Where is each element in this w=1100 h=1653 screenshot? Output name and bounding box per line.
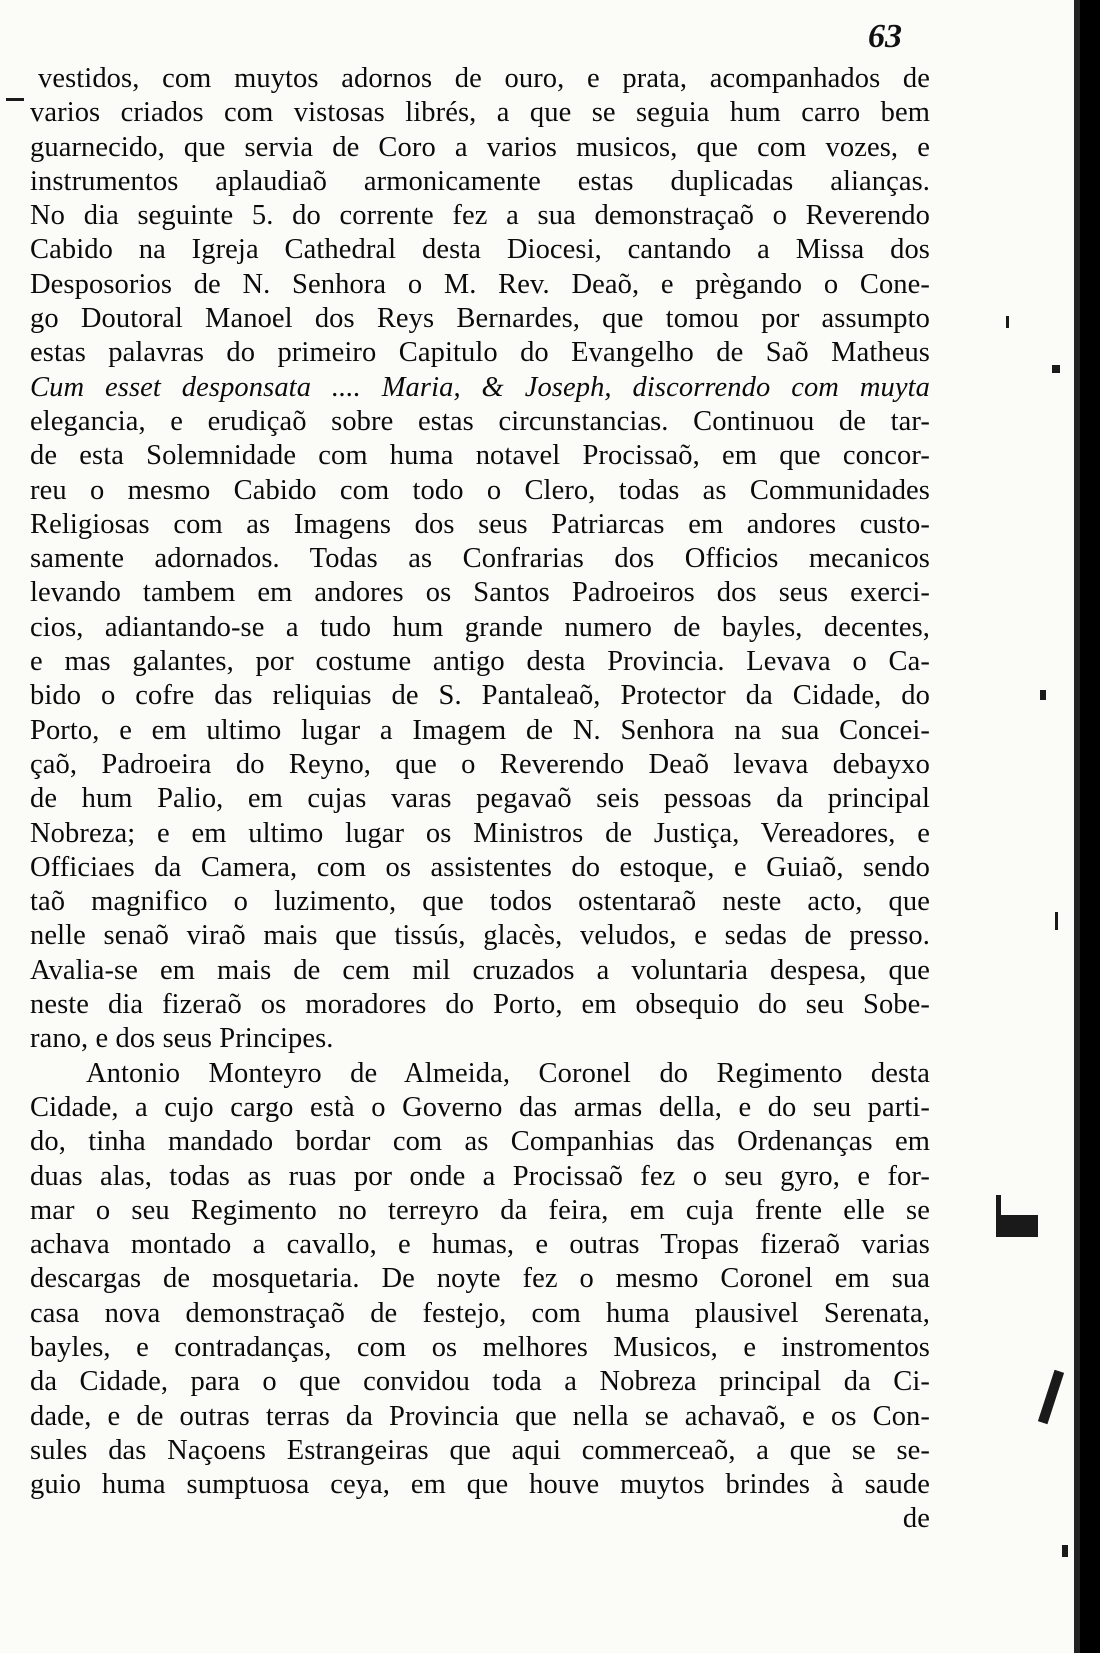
margin-mark bbox=[996, 1215, 1038, 1237]
text-line: guarnecido, que servia de Coro a varios musicos, que com vozes, e bbox=[30, 131, 930, 163]
margin-mark bbox=[6, 98, 24, 101]
text-line: taõ magnifico o luzimento, que todos ostentaraõ neste acto, que bbox=[30, 886, 930, 918]
margin-mark bbox=[1055, 912, 1058, 930]
text-line: achava montado a cavallo, e humas, e outras Tropas fizeraõ varias bbox=[30, 1229, 930, 1261]
text-line: dade, e de outras terras da Provincia que nella se achavaõ, e os Con- bbox=[30, 1400, 930, 1432]
text-line: duas alas, todas as ruas por onde a Procissaõ fez o seu gyro, e for- bbox=[30, 1160, 930, 1192]
text-line: neste dia fizeraõ os moradores do Porto, em obsequio do seu Sobe- bbox=[30, 989, 930, 1021]
text-line: sules das Naçoens Estrangeiras que aqui commerceaõ, a que se se- bbox=[30, 1434, 930, 1466]
text-line: samente adornados. Todas as Confrarias dos Officios mecanicos bbox=[30, 543, 930, 575]
text-line: instrumentos aplaudiaõ armonicamente estas duplicadas alianças. bbox=[30, 165, 930, 197]
text-line: bayles, e contradanças, com os melhores Musicos, e instromentos bbox=[30, 1331, 930, 1363]
text-line: Officiaes da Camera, com os assistentes do estoque, e Guiaõ, sendo bbox=[30, 851, 930, 883]
text-line: Desposorios de N. Senhora o M. Rev. Deaõ, e prègando o Cone- bbox=[30, 268, 930, 300]
text-line: çaõ, Padroeira do Reyno, que o Reverendo Deaõ levava debayxo bbox=[30, 748, 930, 780]
text-line: estas palavras do primeiro Capitulo do Evangelho de Saõ Matheus bbox=[30, 337, 930, 369]
body-text bbox=[30, 62, 930, 1537]
text-line: bido o cofre das reliquias de S. Pantaleaõ, Protector da Cidade, do bbox=[30, 680, 930, 712]
catchword: de bbox=[902, 1503, 930, 1535]
text-line: vestidos, com muytos adornos de ouro, e prata, acompanhados de bbox=[38, 63, 930, 94]
text-line: varios criados com vistosas librés, a que se seguia hum carro bem bbox=[30, 97, 930, 129]
text-line: descargas de mosquetaria. De noyte fez o mesmo Coronel em sua bbox=[30, 1263, 930, 1295]
text-line: guio huma sumptuosa ceya, em que houve muytos brindes à saude bbox=[30, 1469, 930, 1501]
margin-mark bbox=[1038, 1370, 1064, 1424]
text-line: elegancia, e erudiçaõ sobre estas circunstancias. Continuou de tar- bbox=[30, 405, 930, 437]
text-line: Cidade, a cujo cargo està o Governo das armas della, e do seu parti- bbox=[30, 1091, 930, 1123]
text-line: Avalia-se em mais de cem mil cruzados a voluntaria despesa, que bbox=[30, 954, 930, 986]
text-line: Religiosas com as Imagens dos seus Patriarcas em andores custo- bbox=[30, 508, 930, 540]
text-line: de hum Palio, em cujas varas pegavaõ seis pessoas da principal bbox=[30, 783, 930, 815]
text-line-quote: Cum esset desponsata .... Maria, & Joseph, discorrendo com muyta bbox=[30, 371, 930, 403]
text-line: levando tambem em andores os Santos Padroeiros dos seus exerci- bbox=[30, 577, 930, 609]
text-line: de esta Solemnidade com huma notavel Procissaõ, em que concor- bbox=[30, 440, 930, 472]
text-line: cios, adiantando-se a tudo hum grande numero de bayles, decentes, bbox=[30, 611, 930, 643]
margin-mark bbox=[1040, 690, 1046, 700]
margin-mark bbox=[996, 1195, 1001, 1235]
text-line: Porto, e em ultimo lugar a Imagem de N. Senhora na sua Concei- bbox=[30, 714, 930, 746]
text-line: Cabido na Igreja Cathedral desta Diocesi, cantando a Missa dos bbox=[30, 234, 930, 266]
text-line: reu o mesmo Cabido com todo o Clero, todas as Communidades bbox=[30, 474, 930, 506]
page-number: 63 bbox=[868, 18, 902, 55]
text-line: mar o seu Regimento no terreyro da feira, em cuja frente elle se bbox=[30, 1194, 930, 1226]
text-line-paragraph-start: Antonio Monteyro de Almeida, Coronel do Regimento desta bbox=[86, 1057, 930, 1089]
text-line-paragraph-end: rano, e dos seus Principes. bbox=[30, 1023, 334, 1055]
text-line: No dia seguinte 5. do corrente fez a sua demonstraçaõ o Reverendo bbox=[30, 200, 930, 232]
text-line: do, tinha mandado bordar com as Companhias das Ordenanças em bbox=[30, 1126, 930, 1158]
text-line: nelle senaõ viraõ mais que tissús, glacès, veludos, e sedas de presso. bbox=[30, 920, 930, 952]
margin-mark bbox=[1052, 365, 1060, 373]
margin-mark bbox=[1062, 1545, 1068, 1557]
text-line: casa nova demonstraçaõ de festejo, com huma plausivel Serenata, bbox=[30, 1297, 930, 1329]
text-line: da Cidade, para o que convidou toda a Nobreza principal da Ci- bbox=[30, 1366, 930, 1398]
text-line: Nobreza; e em ultimo lugar os Ministros de Justiça, Vereadores, e bbox=[30, 817, 930, 849]
text-line: e mas galantes, por costume antigo desta Provincia. Levava o Ca- bbox=[30, 646, 930, 678]
margin-mark bbox=[1006, 316, 1009, 328]
text-line: go Doutoral Manoel dos Reys Bernardes, que tomou por assumpto bbox=[30, 303, 930, 335]
